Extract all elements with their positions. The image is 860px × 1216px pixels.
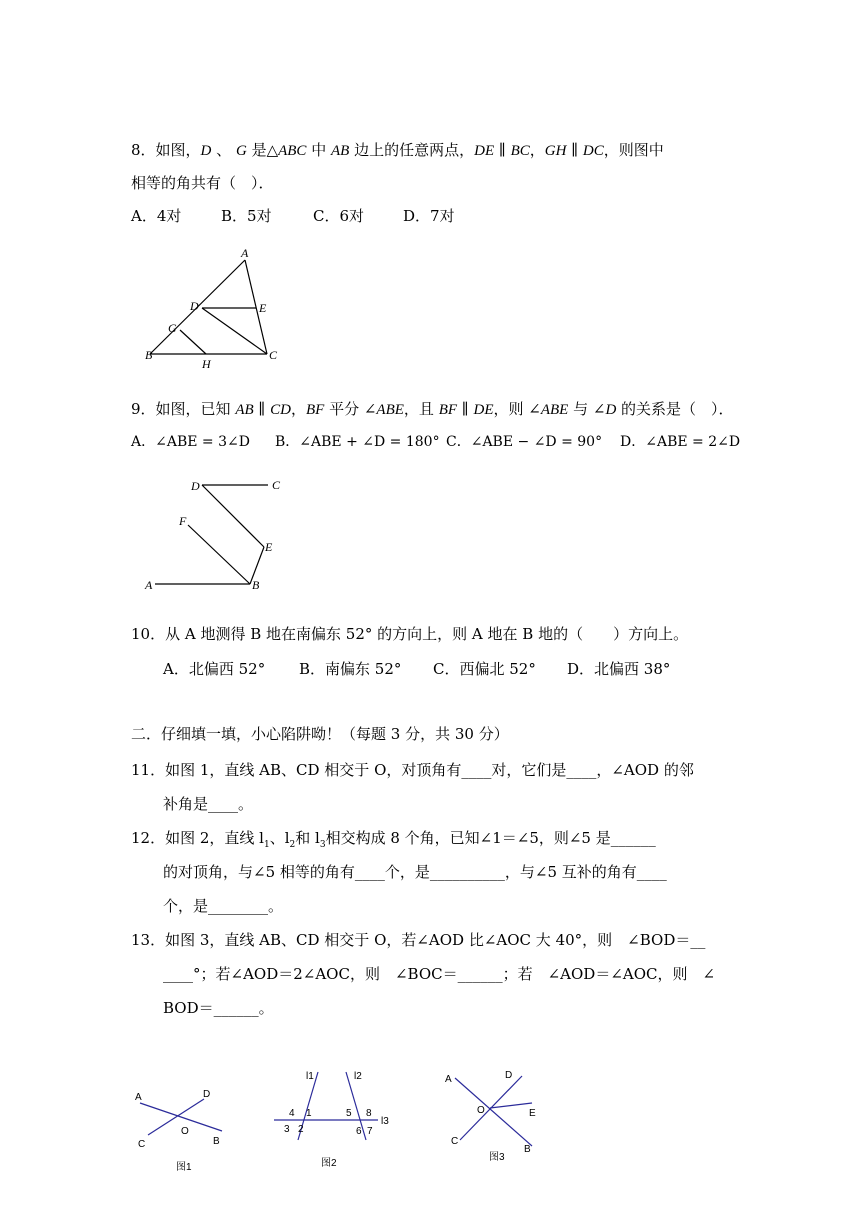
angle-1: 1 [306,1108,312,1119]
text: 中 [306,141,331,159]
subscript: 2 [289,840,296,850]
text: ∥ [253,400,271,418]
var: D [200,143,212,159]
q8-option-a: A．4对 [131,207,182,225]
label-b: B [524,1144,531,1155]
var: G [235,143,247,159]
angle-3: 3 [284,1124,290,1135]
text: ，则 ∠ [493,400,541,418]
text: 12．如图 2，直线 l [131,829,264,847]
q13-line1: 13．如图 3，直线 AB、CD 相交于 O，若∠AOD 比∠AOC 大 40°，则 ∠BOD＝__ [131,931,706,949]
label-b: B [145,348,153,362]
q12-line2: 的对顶角，与∠5 相等的角有____个，是__________，与∠5 互补的角有____ [163,863,667,881]
text: 平分 ∠ [324,400,377,418]
q9-option-d: D．∠ABE = 2∠D [620,434,741,450]
ray-oe [490,1103,532,1108]
text: 9．如图，已知 [131,400,236,418]
q9-parallel-figure [140,475,300,600]
q9-option-c: C．∠ABE − ∠D = 90° [446,434,603,450]
q12-line3: 个，是________。 [163,897,284,915]
q13-line2: ____°；若∠AOD＝2∠AOC，则 ∠BOC＝______；若 ∠AOD＝∠AOC，则 ∠ [163,965,716,983]
text: ∥ [457,400,474,418]
angle-8: 8 [366,1108,372,1119]
var: BF [438,402,458,418]
caption: 图2 [321,1158,337,1169]
text: ， [529,141,545,159]
subscript: 1 [263,840,270,850]
q10-option-d: D．北偏西 38° [567,660,671,678]
label-e: E [529,1108,536,1119]
q13-line3: BOD＝______。 [163,999,274,1017]
angle-5: 5 [346,1108,352,1119]
var: BF [305,402,325,418]
section2-title: 二．仔细填一填，小心陷阱呦！（每题 3 分，共 30 分） [131,725,509,743]
segment-de [202,485,264,547]
q8-line1 [131,143,664,159]
label-a: A [135,1092,142,1103]
var: DE [473,402,494,418]
text: 、l [269,829,290,847]
label-h: H [202,357,211,371]
text: ∥ [494,141,511,159]
q10-line1: 10．从 A 地测得 B 地在南偏东 52° 的方向上，则 A 地在 B 地的（ ）方向上。 [131,625,689,643]
label-c: C [272,478,281,492]
text: 与 ∠ [568,400,606,418]
text: 8．如图， [131,141,201,159]
q8-option-b: B．5对 [221,207,272,225]
text: ∥ [566,141,583,159]
label-a: A [241,246,249,260]
var: AB [331,143,350,159]
label-d: D [505,1070,513,1081]
var: BC [510,143,530,159]
var: AB [235,402,254,418]
q9-line1 [131,402,734,418]
caption: 图1 [176,1162,192,1173]
q11-line2: 补角是____。 [163,795,254,813]
angle-6: 6 [356,1126,362,1137]
var: ABC [278,143,307,159]
label-b: B [252,578,260,592]
label-b: B [213,1136,220,1147]
q10-option-c: C．西偏北 52° [433,660,536,678]
text: 相交构成 8 个角，已知∠1＝∠5，则∠5 是______ [325,829,656,847]
label-c: C [269,348,278,362]
var: ABE [376,402,404,418]
var: DC [582,143,604,159]
text: 的关系是（ ）． [616,400,734,418]
var: DE [474,143,495,159]
text: 和 l [295,829,320,847]
segment-gh [180,330,206,354]
text: ，且 [403,400,439,418]
label-d: D [191,479,200,493]
subscript: 3 [319,840,326,850]
label-e: E [265,540,273,554]
q8-option-c: C．6对 [313,207,365,225]
figure-1 [130,1085,230,1175]
q10-option-a: A．北偏西 52° [163,660,266,678]
q8-line2: 相等的角共有（ ）． [131,174,274,192]
text: 、 [211,141,232,159]
label-f: F [179,514,187,528]
text: 边上的任意两点， [349,141,475,159]
text: ，则图中 [603,141,664,159]
q9-option-a: A．∠ABE = 3∠D [131,434,250,450]
var: CD [270,402,291,418]
label-l2: l2 [354,1071,362,1082]
q12-line1 [131,831,656,850]
var: ABE [540,402,569,418]
q9-option-b: B．∠ABE + ∠D = 180° [275,434,440,450]
label-a: A [445,1074,452,1085]
segment-bf [188,525,250,584]
q8-option-d: D．7对 [403,207,455,225]
label-c: C [138,1139,146,1150]
label-o: O [477,1105,485,1116]
label-a: A [145,578,153,592]
q8-triangle-figure [140,248,300,378]
label-e: E [259,301,267,315]
var: D [605,402,617,418]
caption: 图3 [489,1152,505,1163]
figure-2 [268,1068,398,1173]
label-o: O [181,1126,189,1137]
line-ab [455,1078,532,1146]
text: ， [290,400,306,418]
angle-7: 7 [367,1126,373,1137]
q10-option-b: B．南偏东 52° [299,660,402,678]
line-cd [148,1099,204,1135]
var: GH [544,143,567,159]
angle-2: 2 [298,1124,304,1135]
label-l1: l1 [306,1071,314,1082]
angle-4: 4 [289,1108,295,1119]
q11-line1: 11．如图 1，直线 AB、CD 相交于 O，对顶角有____对，它们是____，∠AOD 的邻 [131,761,694,779]
figure-3 [440,1068,550,1168]
label-g: G [168,321,177,335]
text: 是△ [246,141,279,159]
label-d: D [190,299,199,313]
label-l3: l3 [381,1116,389,1127]
label-d: D [203,1089,211,1100]
label-c: C [451,1136,459,1147]
